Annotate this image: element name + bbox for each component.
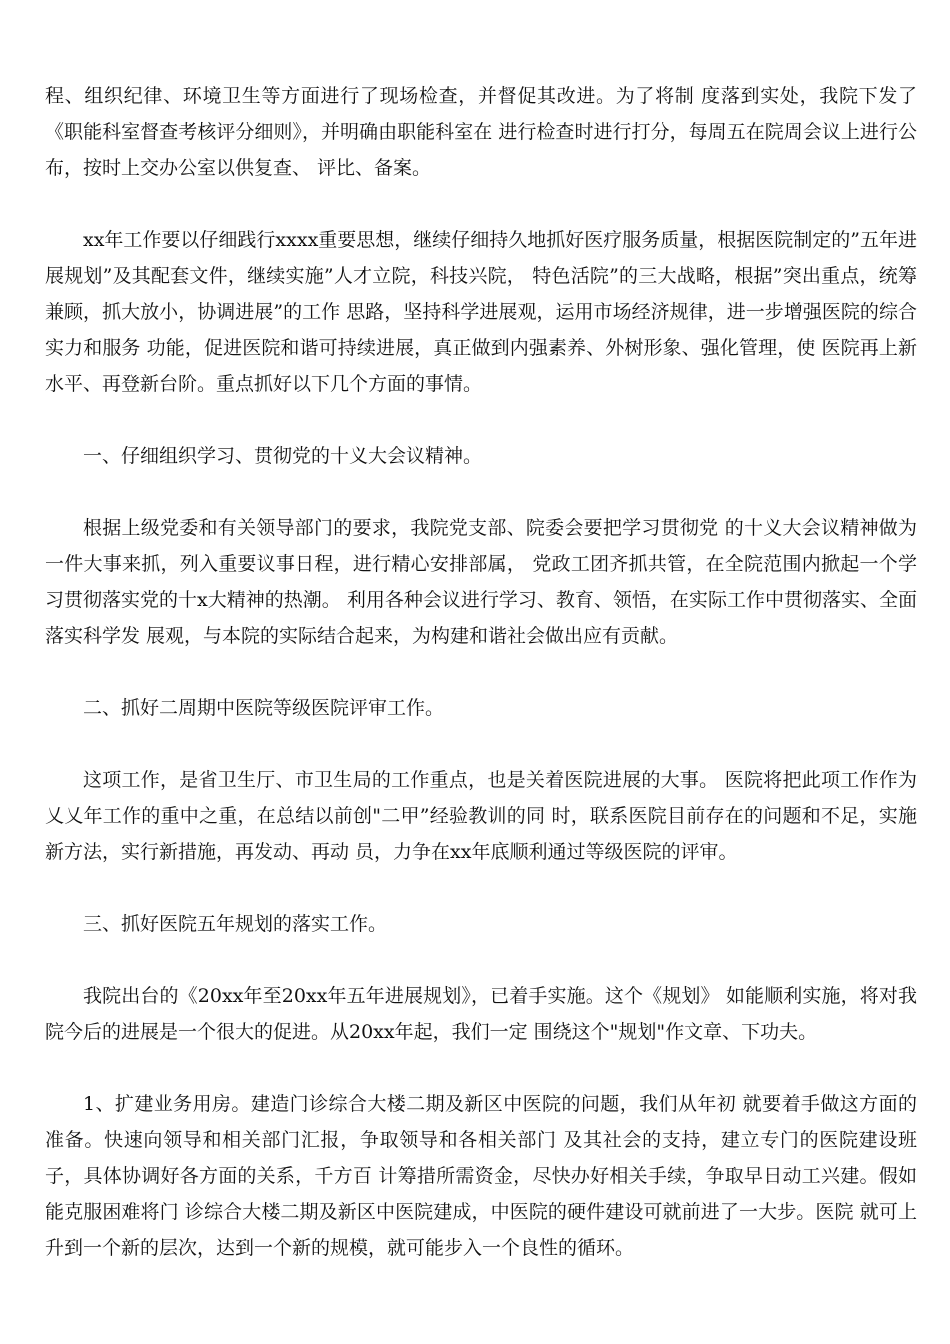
paragraph-section-two-body: 这项工作，是省卫生厅、市卫生局的工作重点，也是关着医院进展的大事。 医院将把此项工作作为乂乂年工作的重中之重，在总结以前创"二甲”经验教训的同 时，联系医院目前存在的问题和不足，实施新方法，实行新措施，再发动、再动 员，力争在xx年底顺利通过等级医院的评审。 [45, 769, 917, 863]
paragraph-inspection-continued: 程、组织纪律、环境卫生等方面进行了现场检查，并督促其改进。为了将制 度落到实处，我院下发了《职能科室督查考核评分细则》，并明确由职能科室在 进行检查时进行打分，每周五在院周会议上进行公布，按时上交办公室以供复查、 评比、备案。 [45, 85, 917, 179]
paragraph-section-one-body: 根据上级党委和有关领导部门的要求，我院党支部、院委会要把学习贯彻党 的十义大会议精神做为一件大事来抓，列入重要议事日程，进行精心安排部属， 党政工团齐抓共管，在全院范围内掀起一个学习贯彻落实党的十x大精神的热潮。 利用各种会议进行学习、教育、领悟，在实际工作中贯彻落实、全面落实科学发 展观，与本院的实际结合起来，为构建和谐社会做出应有贡献。 [45, 517, 917, 647]
paragraph-item-one: 1、扩建业务用房。建造门诊综合大楼二期及新区中医院的问题，我们从年初 就要着手做这方面的准备。快速向领导和相关部门汇报，争取领导和各相关部门 及其社会的支持，建立专门的医院建设班子，具体协调好各方面的关系，千方百 计筹措所需资金，尽快办好相关手续，争取早日动工兴建。假如能克服困难将门 诊综合大楼二期及新区中医院建成，中医院的硬件建设可就前进了一大步。医院 就可上升到一个新的层次，达到一个新的规模，就可能步入一个良性的循环。 [45, 1093, 917, 1259]
heading-section-three: 三、抓好医院五年规划的落实工作。 [83, 913, 388, 935]
paragraph-section-three-body: 我院出台的《20xx年至20xx年五年进展规划》，已着手实施。这个《规划》 如能顺利实施，将对我院今后的进展是一个很大的促进。从20xx年起，我们一定 围绕这个"规划"作文章、下功夫。 [45, 985, 917, 1043]
document-page [45, 78, 917, 1302]
heading-section-two: 二、抓好二周期中医院等级医院评审工作。 [83, 697, 445, 719]
paragraph-annual-work-plan: xx年工作要以仔细践行xxxx重要思想，继续仔细持久地抓好医疗服务质量，根据医院制定的”五年进展规划”及其配套文件，继续实施”人才立院，科技兴院， 特色活院”的三大战略，根据”突出重点，统筹兼顾，抓大放小，协调进展”的工作 思路，坚持科学进展观，运用市场经济规律，进一步增强医院的综合实力和服务 功能，促进医院和谐可持续进展，真正做到内强素养、外树形象、强化管理，使 医院再上新水平、再登新台阶。重点抓好以下几个方面的事情。 [45, 229, 918, 395]
heading-section-one: 一、仔细组织学习、贯彻党的十义大会议精神。 [83, 445, 483, 467]
